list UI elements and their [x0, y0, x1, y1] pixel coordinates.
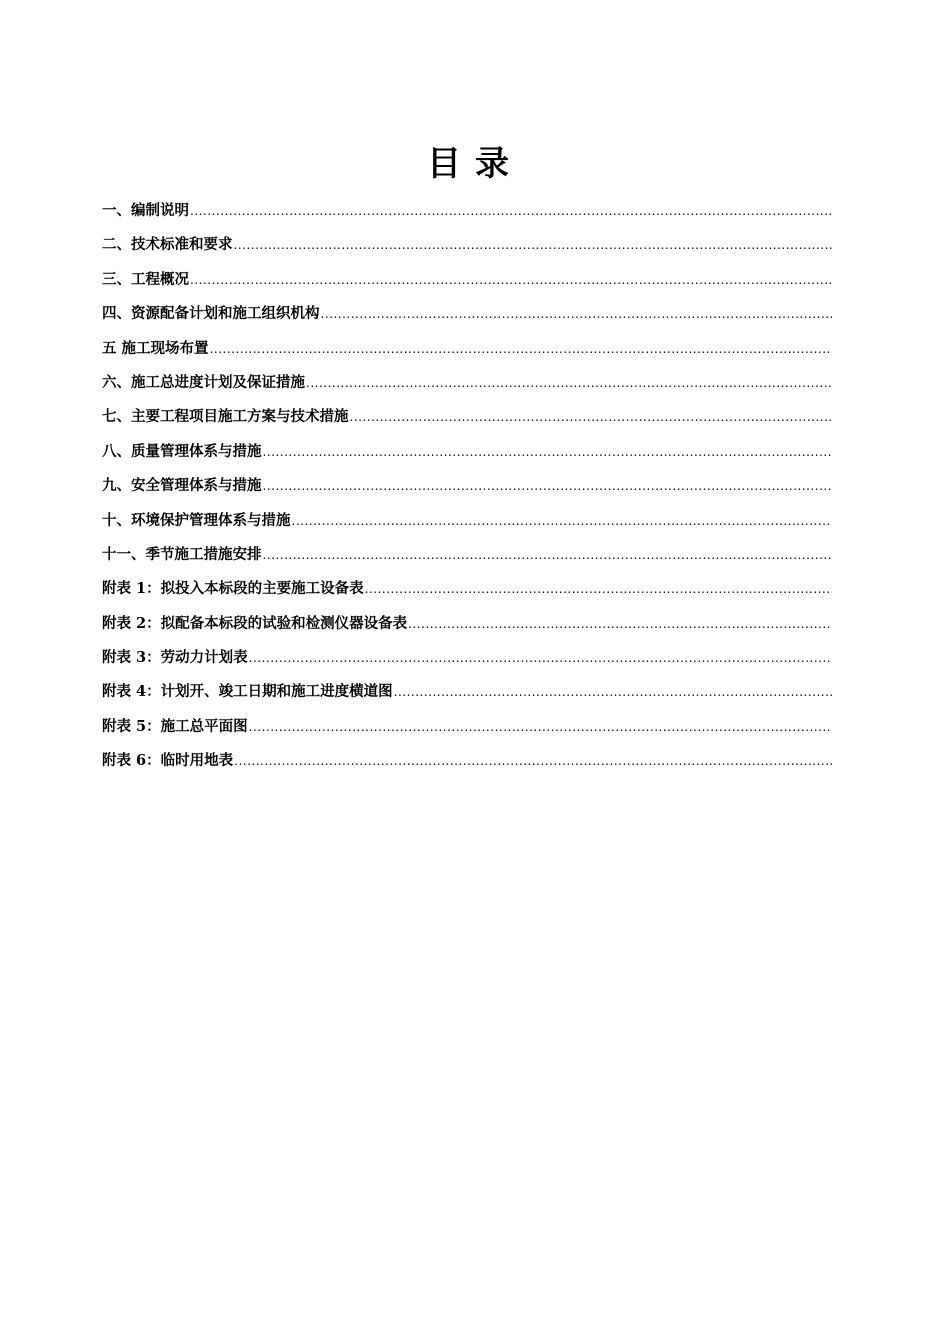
toc-entry[interactable]: [102, 199, 832, 233]
toc-entry[interactable]: [102, 715, 832, 749]
toc-entry-label: 五 施工现场布置: [102, 339, 209, 357]
toc-dot-leader: [190, 199, 832, 223]
toc-dot-leader: [394, 680, 832, 704]
toc-dot-leader: [190, 268, 832, 292]
toc-entry-label: 十一、季节施工措施安排: [102, 545, 262, 563]
toc-dot-leader: [234, 233, 833, 257]
table-of-contents: [102, 199, 832, 784]
toc-entry-label: 附表 1：拟投入本标段的主要施工设备表: [102, 580, 364, 598]
toc-dot-leader: [306, 371, 832, 395]
toc-dot-leader: [249, 715, 832, 739]
page-title: 目录: [427, 144, 523, 184]
toc-dot-leader: [350, 405, 833, 429]
toc-entry[interactable]: [102, 268, 832, 302]
toc-entry[interactable]: [102, 405, 832, 439]
toc-entry-label: 九、安全管理体系与措施: [102, 477, 262, 495]
toc-entry-label: 附表 3：劳动力计划表: [102, 649, 248, 667]
toc-entry-label: 七、主要工程项目施工方案与技术措施: [102, 408, 349, 426]
toc-entry[interactable]: [102, 543, 832, 577]
toc-dot-leader: [210, 337, 832, 361]
toc-entry-label: 附表 2：拟配备本标段的试验和检测仪器设备表: [102, 614, 408, 632]
toc-dot-leader: [234, 749, 832, 773]
toc-dot-leader: [292, 509, 833, 533]
toc-entry-label: 四、资源配备计划和施工组织机构: [102, 305, 320, 323]
toc-entry[interactable]: [102, 371, 832, 405]
toc-entry-label: 一、编制说明: [102, 202, 189, 219]
toc-entry[interactable]: [102, 233, 832, 267]
toc-entry[interactable]: [102, 577, 832, 611]
toc-entry-label: 附表 4：计划开、竣工日期和施工进度横道图: [102, 683, 393, 701]
toc-entry-label: 三、工程概况: [102, 270, 189, 288]
toc-entry[interactable]: [102, 474, 832, 508]
toc-entry[interactable]: [102, 440, 832, 474]
toc-entry[interactable]: [102, 680, 832, 714]
toc-entry[interactable]: [102, 337, 832, 371]
toc-entry[interactable]: [102, 612, 832, 646]
toc-dot-leader: [263, 543, 833, 567]
toc-dot-leader: [408, 612, 832, 636]
toc-entry-label: 十、环境保护管理体系与措施: [102, 511, 291, 529]
toc-dot-leader: [249, 646, 832, 670]
toc-entry[interactable]: [102, 749, 832, 783]
toc-entry-label: 八、质量管理体系与措施: [102, 442, 262, 460]
toc-entry[interactable]: [102, 302, 832, 336]
toc-entry-label: 六、施工总进度计划及保证措施: [102, 373, 305, 391]
toc-dot-leader: [365, 577, 832, 601]
toc-entry[interactable]: [102, 509, 832, 543]
toc-dot-leader: [263, 440, 833, 464]
toc-entry[interactable]: [102, 646, 832, 680]
toc-dot-leader: [263, 474, 833, 498]
toc-entry-label: 二、技术标准和要求: [102, 236, 233, 254]
toc-dot-leader: [321, 302, 833, 326]
toc-entry-label: 附表 5：施工总平面图: [102, 717, 248, 735]
toc-entry-label: 附表 6：临时用地表: [102, 752, 234, 770]
